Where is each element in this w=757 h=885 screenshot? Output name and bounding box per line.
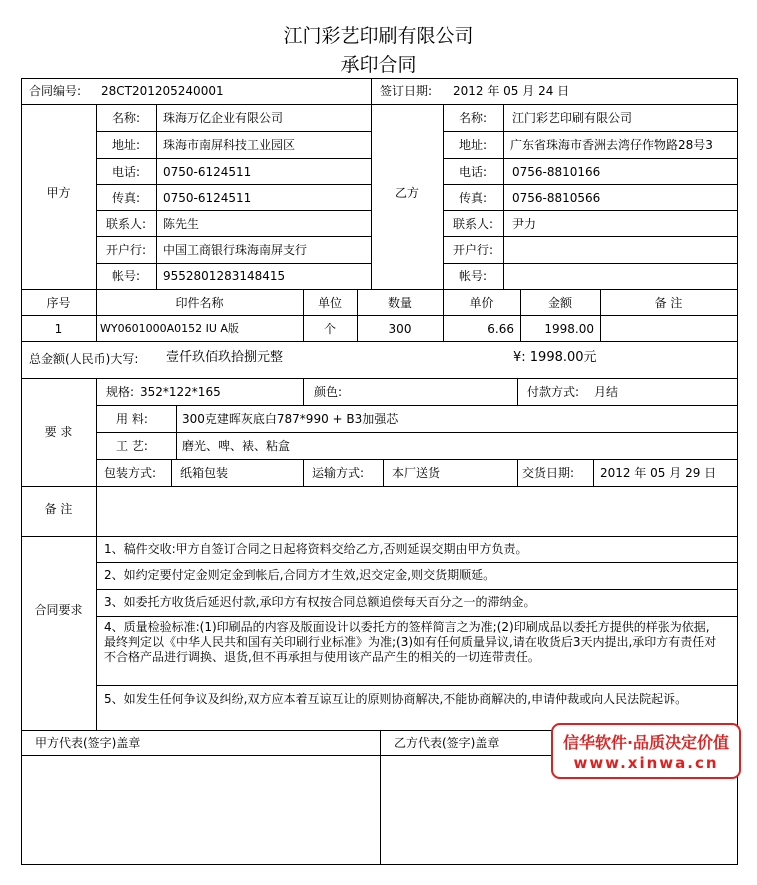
- party-a-contact: 陈先生: [163, 217, 200, 231]
- party-a-phone: 0750-6124511: [163, 165, 252, 179]
- cell-unit: 个: [323, 322, 336, 336]
- material-label: 用 料:: [116, 412, 148, 426]
- party-b-fax: 0756-8810566: [512, 191, 601, 205]
- table-header-amount: 金额: [547, 296, 572, 310]
- party-b-phone-label: 电话:: [458, 165, 488, 179]
- cell-index: 1: [54, 322, 63, 336]
- delivery-date-value: 2012 年 05 月 29 日: [600, 466, 717, 480]
- color-label: 颜色:: [314, 385, 343, 399]
- cell-amount: 1998.00: [544, 322, 594, 336]
- spec-value: 352*122*165: [140, 385, 221, 399]
- table-header-item-name: 印件名称: [175, 296, 224, 310]
- cell-quantity: 300: [388, 322, 412, 336]
- table-header-index: 序号: [46, 296, 71, 310]
- party-a-account: 9552801283148415: [163, 269, 286, 283]
- party-b-signature-label: 乙方代表(签字)盖章: [394, 736, 500, 750]
- party-a-bank: 中国工商银行珠海南屏支行: [163, 243, 308, 257]
- terms-heading: 合同要求: [34, 603, 83, 617]
- party-b-fax-label: 传真:: [458, 191, 488, 205]
- party-a-phone-label: 电话:: [111, 165, 141, 179]
- party-a-address-label: 地址:: [111, 138, 141, 152]
- party-b-contact: 尹力: [512, 217, 537, 231]
- delivery-date-label: 交货日期:: [522, 466, 575, 480]
- term-item: 1、稿件交收:甲方自签订合同之日起将资料交给乙方,否则延误交期由甲方负责。: [104, 542, 528, 556]
- packing-value: 纸箱包装: [180, 466, 229, 480]
- transport-label: 运输方式:: [312, 466, 365, 480]
- sign-date: 2012 年 05 月 24 日: [453, 84, 570, 98]
- party-b-bank-label: 开户行:: [452, 243, 494, 257]
- party-b-phone: 0756-8810166: [512, 165, 601, 179]
- contract-number-label: 合同编号:: [29, 84, 82, 98]
- contract-number: 28CT201205240001: [101, 84, 224, 98]
- term-item: 3、如委托方收货后延迟付款,承印方有权按合同总额追偿每天百分之一的滞纳金。: [104, 595, 536, 609]
- party-b-name: 江门彩艺印刷有限公司: [512, 111, 633, 125]
- party-a-name: 珠海万亿企业有限公司: [163, 111, 284, 125]
- party-a-fax-label: 传真:: [111, 191, 141, 205]
- party-b-account-label: 帐号:: [458, 269, 488, 283]
- table-header-quantity: 数量: [387, 296, 412, 310]
- document-title: 承印合同: [340, 54, 417, 76]
- term-item: 4、质量检验标准:(1)印刷品的内容及版面设计以委托方的签样简言之为准;(2)印刷成品以委托方提供的样张为依据,最终判定以《中华人民共和国有关印刷行业标准》为准;(3)如有任何质量异议,请在收货后3天内提出,承印方有责任对不合格产品进行调换、退货,但不再承担与使用该产品产生的相关的一切连带责任。: [104, 620, 717, 664]
- spec-label: 规格:: [106, 385, 135, 399]
- total-amount: ¥: 1998.00元: [513, 350, 597, 365]
- total-label: 总金额(人民币)大写:: [29, 352, 139, 366]
- party-a-address: 珠海市南屏科技工业园区: [163, 138, 296, 152]
- material-value: 300克建晖灰底白787*990 + B3加强芯: [182, 412, 399, 426]
- party-a-signature-area: [22, 756, 379, 864]
- term-item: 2、如约定要付定金则定金到帐后,合同方才生效,迟交定金,则交货期顺延。: [104, 568, 496, 582]
- sign-date-label: 签订日期:: [380, 84, 433, 98]
- party-a-fax: 0750-6124511: [163, 191, 252, 205]
- party-a-heading: 甲方: [46, 186, 71, 200]
- party-a-contact-label: 联系人:: [105, 217, 147, 231]
- remarks-label: 备 注: [44, 502, 73, 516]
- party-b-heading: 乙方: [394, 186, 419, 200]
- party-a-name-label: 名称:: [111, 111, 141, 125]
- company-title: 江门彩艺印刷有限公司: [283, 25, 474, 47]
- party-a-bank-label: 开户行:: [105, 243, 147, 257]
- party-b-address: 广东省珠海市香洲去湾仔作物路28号3: [510, 138, 713, 152]
- watermark-slogan: 信华软件·品质决定价值: [562, 733, 730, 752]
- payment-method-value: 月结: [594, 385, 619, 399]
- watermark-stamp: [551, 723, 741, 779]
- party-b-address-label: 地址:: [458, 138, 488, 152]
- cell-unit-price: 6.66: [487, 322, 514, 336]
- term-item: 5、如发生任何争议及纠纷,双方应本着互谅互让的原则协商解决,不能协商解决的,申请仲裁或向人民法院起诉。: [104, 692, 688, 706]
- packing-label: 包装方式:: [104, 466, 157, 480]
- process-value: 磨光、啤、裱、粘盒: [182, 439, 291, 453]
- party-a-signature-label: 甲方代表(签字)盖章: [35, 736, 141, 750]
- party-b-contact-label: 联系人:: [452, 217, 494, 231]
- total-in-words: 壹仟玖佰玖拾捌元整: [166, 350, 284, 365]
- transport-value: 本厂送货: [392, 466, 441, 480]
- party-a-account-label: 帐号:: [111, 269, 141, 283]
- table-header-remarks: 备 注: [654, 296, 683, 310]
- process-label: 工 艺:: [116, 439, 148, 453]
- payment-method-label: 付款方式:: [527, 385, 580, 399]
- table-header-unit: 单位: [317, 296, 342, 310]
- cell-item-name: WY0601000A0152 IU A版: [100, 322, 239, 335]
- table-header-unit-price: 单价: [469, 296, 494, 310]
- requirements-heading: 要 求: [44, 425, 73, 439]
- party-b-name-label: 名称:: [458, 111, 488, 125]
- watermark-url: www.xinwa.cn: [573, 754, 719, 772]
